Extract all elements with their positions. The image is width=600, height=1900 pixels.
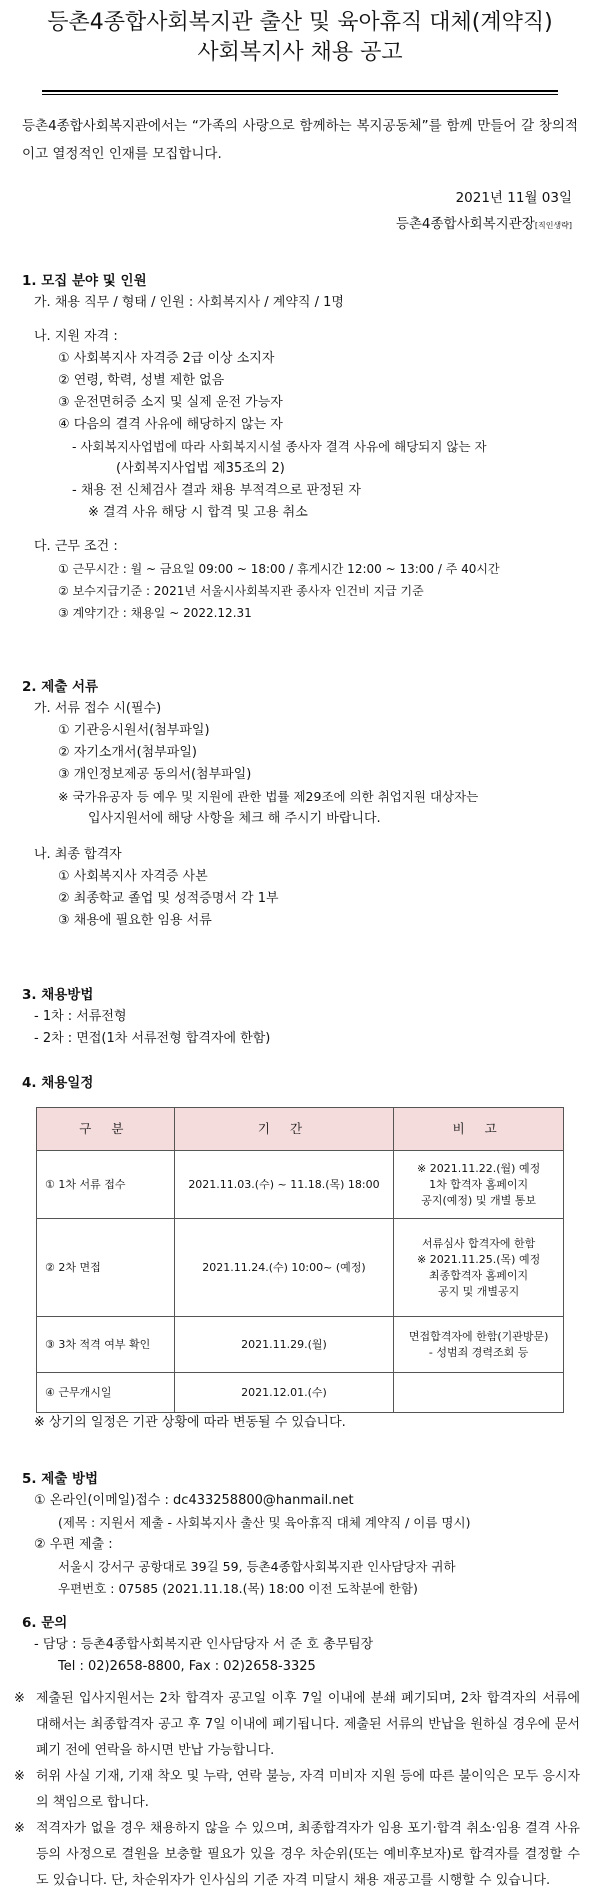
footer-notes bbox=[14, 1686, 580, 1894]
disqualification-note: ※ 결격 사유 해당 시 합격 및 고용 취소 bbox=[88, 505, 308, 520]
condition-item: ③ 계약기간 : 채용일 ~ 2022.12.31 bbox=[58, 606, 252, 620]
table-row bbox=[37, 1219, 564, 1317]
final-doc-item: ③ 채용에 필요한 임용 서류 bbox=[58, 913, 212, 928]
condition-item: ① 근무시간 : 월 ~ 금요일 09:00 ~ 18:00 / 휴게시간 12:00 ~ 13:00 / 주 40시간 bbox=[58, 562, 500, 576]
row-category: ④ 근무개시일 bbox=[37, 1373, 175, 1413]
title-rule-thick bbox=[42, 90, 558, 92]
veteran-note: ※ 국가유공자 등 예우 및 지원에 관한 법률 제29조에 의한 취업지원 대상자는 bbox=[58, 789, 479, 804]
method-item: - 1차 : 서류전형 bbox=[34, 1009, 127, 1024]
table-row bbox=[37, 1373, 564, 1413]
section-5-heading: 5. 제출 방법 bbox=[22, 1471, 99, 1487]
row-remarks: 면접합격자에 한함(기관방문) - 성범죄 경력조회 등 bbox=[394, 1317, 564, 1373]
section-method bbox=[22, 984, 578, 1050]
submission-online-note: (제목 : 지원서 제출 - 사회복지사 출산 및 육아휴직 대체 계약직 / 이름 명시) bbox=[58, 1515, 471, 1530]
schedule-note: ※ 상기의 일정은 기관 상황에 따라 변동될 수 있습니다. bbox=[34, 1415, 346, 1430]
disqualification-law: (사회복지사업법 제35조의 2) bbox=[116, 461, 285, 476]
header-category: 구 분 bbox=[37, 1108, 175, 1151]
qualification-item: ④ 다음의 결격 사유에 해당하지 않는 자 bbox=[58, 417, 283, 432]
section-documents bbox=[22, 676, 578, 932]
issue-date: 2021년 11월 03일 bbox=[455, 190, 572, 206]
issuer bbox=[396, 211, 572, 239]
document-title bbox=[0, 0, 600, 68]
row-remarks: ※ 2021.11.22.(월) 예정 1차 합격자 홈페이지 공지(예정) 및 개별 통보 bbox=[394, 1151, 564, 1219]
table-header-row bbox=[37, 1108, 564, 1151]
table-row bbox=[37, 1317, 564, 1373]
veteran-note-cont: 입사지원서에 해당 사항을 체크 해 주시기 바랍니다. bbox=[88, 811, 381, 826]
section-1-heading: 1. 모집 분야 및 인원 bbox=[22, 273, 147, 289]
header-period: 기 간 bbox=[174, 1108, 394, 1151]
section-recruitment bbox=[22, 270, 578, 624]
issuer-name: 등촌4종합사회복지관장 bbox=[395, 216, 535, 232]
row-category: ② 2차 면접 bbox=[37, 1219, 175, 1317]
final-docs-heading: 나. 최종 합격자 bbox=[34, 847, 122, 862]
row-remarks: 서류심사 합격자에 한함 ※ 2021.11.25.(목) 예정 최종합격자 홈페이지 공지 및 개별공지 bbox=[394, 1219, 564, 1317]
condition-item: ② 보수지급기준 : 2021년 서울시사회복지관 종사자 인건비 지급 기준 bbox=[58, 584, 424, 598]
issue-date-block bbox=[396, 185, 572, 239]
section-4-heading: 4. 채용일정 bbox=[22, 1075, 94, 1091]
qualification-item: ① 사회복지사 자격증 2급 이상 소지자 bbox=[58, 351, 275, 366]
footer-note: ※ 제출된 입사지원서는 2차 합격자 공고일 이후 7일 이내에 분쇄 폐기되며, 2차 합격자의 서류에 대해서는 최종합격자 공고 후 7일 이내에 폐기됩니다. 제출된 서류의 반납을 원하실 경우에 문서 폐기 전에 연락을 하시면 반납 가능합니다. bbox=[14, 1691, 580, 1758]
table-row bbox=[37, 1151, 564, 1219]
row-category: ① 1차 서류 접수 bbox=[37, 1151, 175, 1219]
disqualification-sub: - 사회복지사업법에 따라 사회복지시설 종사자 결격 사유에 해당되지 않는 자 bbox=[72, 439, 487, 454]
title-line-2: 사회복지사 채용 공고 bbox=[197, 40, 403, 65]
final-doc-item: ① 사회복지사 자격증 사본 bbox=[58, 869, 208, 884]
submission-post-address: 서울시 강서구 공항대로 39길 59, 등촌4종합사회복지관 인사담당자 귀하 bbox=[58, 1559, 456, 1574]
document-item: ③ 개인정보제공 동의서(첨부파일) bbox=[58, 767, 252, 782]
row-remarks bbox=[394, 1373, 564, 1413]
inquiry-phone: Tel : 02)2658-8800, Fax : 02)2658-3325 bbox=[58, 1659, 316, 1674]
section-schedule bbox=[22, 1072, 578, 1094]
schedule-note-wrap bbox=[22, 1412, 578, 1434]
footer-note: ※ 허위 사실 기재, 기재 착오 및 누락, 연락 불능, 자격 미비자 지원 등에 따른 불이익은 모두 응시자의 책임으로 합니다. bbox=[14, 1769, 580, 1810]
document-item: ② 자기소개서(첨부파일) bbox=[58, 745, 197, 760]
section-6-heading: 6. 문의 bbox=[22, 1615, 68, 1631]
row-category: ③ 3차 적격 여부 확인 bbox=[37, 1317, 175, 1373]
section-submission bbox=[22, 1468, 578, 1600]
row-period: 2021.11.29.(월) bbox=[174, 1317, 394, 1373]
qualification-heading: 나. 지원 자격 : bbox=[34, 329, 118, 344]
conditions-heading: 다. 근무 조건 : bbox=[34, 539, 118, 554]
submission-post: ② 우편 제출 : bbox=[34, 1537, 113, 1552]
title-line-1: 등촌4종합사회복지관 출산 및 육아휴직 대체(계약직) bbox=[47, 10, 553, 35]
section-inquiry bbox=[22, 1612, 578, 1678]
document-item: ① 기관응시원서(첨부파일) bbox=[58, 723, 210, 738]
row-period: 2021.12.01.(수) bbox=[174, 1373, 394, 1413]
submission-post-zip: 우편번호 : 07585 (2021.11.18.(목) 18:00 이전 도착분에 한함) bbox=[58, 1581, 418, 1596]
section-3-heading: 3. 채용방법 bbox=[22, 987, 94, 1003]
job-summary: 가. 채용 직무 / 형태 / 인원 : 사회복지사 / 계약직 / 1명 bbox=[34, 295, 344, 310]
header-remarks: 비 고 bbox=[394, 1108, 564, 1151]
documents-required-heading: 가. 서류 접수 시(필수) bbox=[34, 701, 162, 716]
disqualification-sub: - 채용 전 신체검사 결과 채용 부적격으로 판정된 자 bbox=[72, 483, 361, 498]
submission-online: ① 온라인(이메일)접수 : dc433258800@hanmail.net bbox=[34, 1493, 354, 1508]
footer-note: ※ 적격자가 없을 경우 채용하지 않을 수 있으며, 최종합격자가 임용 포기·합격 취소·임용 결격 사유 등의 사정으로 결원을 보충할 필요가 있을 경우 차순위(또는 예비후보자)로 합격자를 결정할 수도 있습니다. 단, 차순위자가 인사심의 기준 자격 미달시 채용 재공고를 시행할 수 있습니다. bbox=[14, 1821, 580, 1888]
row-period: 2021.11.24.(수) 10:00~ (예정) bbox=[174, 1219, 394, 1317]
title-rule-thin bbox=[42, 94, 558, 95]
qualification-item: ③ 운전면허증 소지 및 실제 운전 가능자 bbox=[58, 395, 283, 410]
method-item: - 2차 : 면접(1차 서류전형 합격자에 한함) bbox=[34, 1031, 271, 1046]
row-period: 2021.11.03.(수) ~ 11.18.(목) 18:00 bbox=[174, 1151, 394, 1219]
section-2-heading: 2. 제출 서류 bbox=[22, 679, 99, 695]
inquiry-contact: - 담당 : 등촌4종합사회복지관 인사담당자 서 준 호 총무팀장 bbox=[34, 1637, 374, 1652]
intro-paragraph: 등촌4종합사회복지관에서는 “가족의 사랑으로 함께하는 복지공동체”를 함께 만들어 갈 창의적이고 열정적인 인재를 모집합니다. bbox=[22, 118, 578, 162]
final-doc-item: ② 최종학교 졸업 및 성적증명서 각 1부 bbox=[58, 891, 279, 906]
seal-note: [직인생략] bbox=[534, 221, 572, 230]
qualification-item: ② 연령, 학력, 성별 제한 없음 bbox=[58, 373, 225, 388]
schedule-table bbox=[36, 1107, 564, 1413]
